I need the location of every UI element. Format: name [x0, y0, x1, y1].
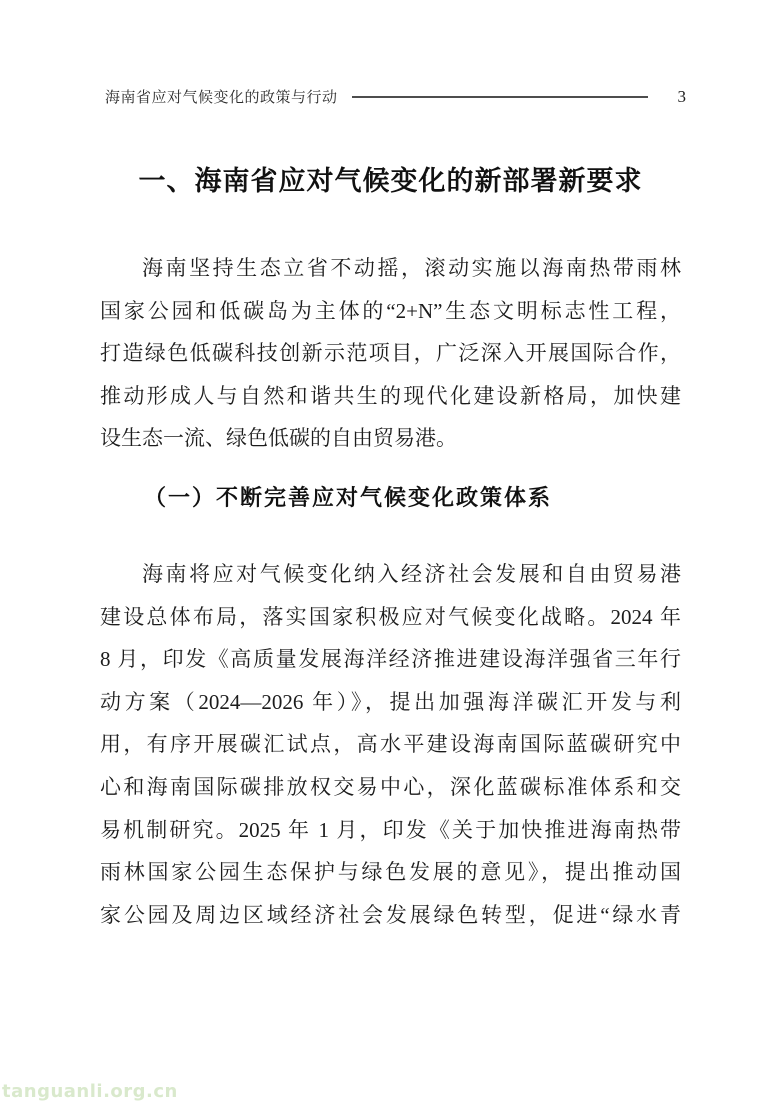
text-line: 动方案（2024—2026 年）》，提出加强海洋碳汇开发与利	[100, 689, 681, 714]
text-line: 打造绿色低碳科技创新示范项目，广泛深入开展国际合作，	[100, 341, 681, 366]
header-rule	[352, 96, 648, 98]
text-line: 海南将应对气候变化纳入经济社会发展和自由贸易港	[142, 562, 681, 586]
text-line: 海南坚持生态立省不动摇，滚动实施以海南热带雨林	[142, 256, 681, 280]
page-number: 3	[677, 86, 686, 106]
text-line: 国家公园和低碳岛为主体的“2+N”生态文明标志性工程，	[100, 298, 681, 323]
text-line: 设生态一流、绿色低碳的自由贸易港。	[100, 426, 457, 451]
text-line: 心和海南国际碳排放权交易中心，深化蓝碳标准体系和交	[100, 774, 681, 799]
subsection-title: （一）不断完善应对气候变化政策体系	[144, 485, 553, 510]
text-line: 易机制研究。2025 年 1 月，印发《关于加快推进海南热带	[100, 817, 681, 842]
text-line: 用，有序开展碳汇试点，高水平建设海南国际蓝碳研究中	[100, 732, 681, 757]
paragraph-2	[100, 553, 681, 936]
section-title: 一、海南省应对气候变化的新部署新要求	[138, 166, 643, 196]
site-watermark: tanguanli.org.cn	[2, 1081, 178, 1102]
text-line: 8 月，印发《高质量发展海洋经济推进建设海洋强省三年行	[100, 647, 681, 672]
paragraph-1	[100, 247, 681, 460]
text-line: 建设总体布局，落实国家积极应对气候变化战略。2024 年	[100, 604, 681, 629]
running-header-title: 海南省应对气候变化的政策与行动	[105, 89, 338, 106]
text-line: 家公园及周边区域经济社会发展绿色转型，促进“绿水青	[100, 902, 681, 927]
text-line: 推动形成人与自然和谐共生的现代化建设新格局，加快建	[100, 383, 681, 408]
text-line: 雨林国家公园生态保护与绿色发展的意见》，提出推动国	[100, 860, 681, 885]
page-header	[105, 86, 686, 107]
